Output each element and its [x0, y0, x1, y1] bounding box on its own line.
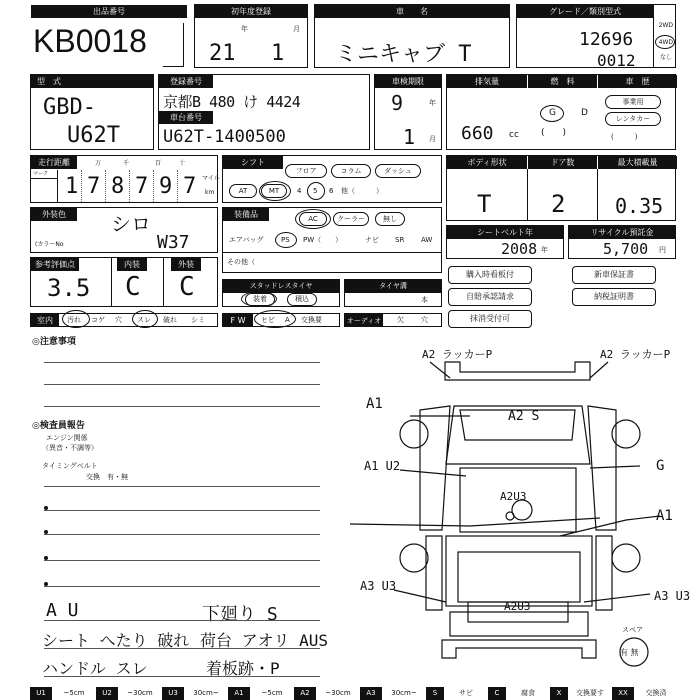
shift-6: 6 — [329, 187, 334, 195]
airbag-label: エアバッグ — [229, 236, 264, 244]
mileage-digit: 8 — [111, 174, 125, 199]
shift-column: コラム — [331, 164, 371, 178]
model-line2: U62T — [67, 123, 120, 148]
shift-other: 他（ ） — [341, 187, 383, 195]
room-stain: シミ — [191, 316, 205, 324]
legend-key: C — [488, 687, 506, 700]
audio-missing: 欠 — [397, 316, 404, 324]
timing-label: タイミングベルト — [42, 462, 98, 470]
recycle-value: 5,700 — [603, 240, 649, 258]
audio-label: オーディオ — [345, 314, 383, 326]
grade-box — [516, 4, 676, 68]
equip-sr: SR — [395, 236, 405, 244]
plate-value: 京都B 480 け 4424 — [163, 93, 301, 111]
car-name-value: ミニキャブ T — [335, 42, 472, 67]
displacement-label: 排気量 — [447, 75, 527, 88]
unit-hyaku: 百 — [155, 160, 162, 167]
legend-key: S — [426, 687, 444, 700]
history-rental: レンタカー — [605, 112, 661, 126]
recycle-label: リサイクル預託金 — [569, 226, 675, 239]
tread-box — [344, 279, 442, 307]
mileage-digit: 1 — [65, 174, 79, 199]
legend-key: U1 — [30, 687, 52, 700]
grade-value: 12696 — [579, 29, 634, 50]
room-dirt: 汚れ — [67, 316, 81, 324]
fuel-g: G — [549, 108, 556, 118]
hand-note: 着板跡・P — [206, 659, 280, 678]
history-business: 事業用 — [605, 95, 661, 109]
reg-month-value: 1 — [271, 41, 285, 66]
doc-tax[interactable]: 納税証明書 — [572, 288, 656, 306]
grade-label: グレード／類別型式 — [517, 5, 653, 18]
legend-value: 30cm~ — [193, 689, 219, 697]
class-value: 0012 — [597, 51, 636, 70]
exterior-value: C — [179, 272, 195, 302]
room-tear: 破れ — [163, 316, 177, 324]
displacement-value: 660 — [461, 123, 494, 144]
month-unit: 月 — [293, 25, 300, 33]
chassis-value: U62T-1400500 — [163, 127, 286, 147]
body-label: ボディ形状 — [447, 156, 527, 169]
evaluation-box — [30, 257, 218, 307]
mileage-box — [30, 155, 218, 203]
equipment-label: 装備品 — [223, 208, 269, 221]
equip-ac: AC — [299, 212, 327, 226]
diagram-mark: A2 ラッカーP — [600, 348, 671, 361]
color-no-value: W37 — [157, 232, 190, 253]
plate-label: 登録番号 — [159, 75, 213, 88]
history-blank: ( ) — [611, 133, 638, 141]
audio-hole: 穴 — [421, 316, 428, 324]
diagram-mark: A1 — [656, 508, 673, 524]
body-value: T — [477, 190, 492, 218]
room-hole: 穴 — [115, 316, 122, 324]
legend-value: ~5cm — [63, 689, 85, 697]
diagram-mark: A2 ラッカーP — [422, 348, 493, 361]
tread-label: タイヤ溝 — [345, 280, 441, 293]
history-label: 車 歴 — [597, 75, 677, 88]
recycle-unit: 円 — [659, 246, 666, 254]
documents-box — [446, 262, 676, 330]
caution-title: ◎注意事項 — [32, 337, 76, 347]
legend-value: 30cm~ — [391, 689, 417, 697]
shift-5: 5 — [313, 187, 318, 195]
inspection-month: 1 — [403, 125, 416, 149]
displacement-box — [446, 74, 676, 150]
lot-number-label: 出品番号 — [31, 5, 187, 18]
legend-value: 交換要す — [576, 689, 604, 697]
mileage-unit-km: km — [205, 189, 215, 196]
mileage-digit: 7 — [183, 174, 197, 199]
drive-4wd: 4WD — [658, 39, 673, 46]
lot-number-value: KB0018 — [33, 23, 147, 59]
seatbelt-box — [446, 225, 564, 259]
shift-at: AT — [229, 184, 257, 198]
inspection-box — [374, 74, 442, 150]
mileage-label: 走行距離 — [31, 156, 77, 169]
fw-replace: 交換要 — [301, 316, 322, 324]
diagram-mark: G — [656, 458, 665, 474]
hand-note: 荷台 アオリ AUS — [200, 631, 329, 650]
hand-note: A U — [46, 600, 79, 621]
interior-label: 内装 — [117, 258, 147, 271]
year-unit: 年 — [241, 25, 248, 33]
fw-label: F W — [223, 314, 253, 326]
legend-value: ~30cm — [127, 689, 153, 697]
diagram-mark: A3 U3 — [654, 589, 690, 603]
unit-sen: 千 — [123, 160, 130, 167]
inspection-label: 車検期限 — [375, 75, 441, 88]
diagram-mark: A1 — [366, 396, 383, 412]
color-no-label: (カラーNo — [35, 241, 64, 248]
tread-unit: 本 — [421, 296, 428, 304]
body-box — [446, 155, 676, 221]
fuel-d: D — [581, 108, 588, 118]
mileage-digit: 7 — [87, 174, 101, 199]
doc-warranty[interactable]: 新車保証書 — [572, 266, 656, 284]
studless-mounted: 装着 — [245, 293, 275, 306]
seatbelt-value: 2008 — [501, 240, 538, 258]
exterior-label: 外装 — [171, 258, 201, 271]
legend-key: U2 — [96, 687, 118, 700]
room-burn: コゲ — [91, 316, 105, 324]
seatbelt-unit: 年 — [541, 246, 548, 254]
diagram-mark: A3 U3 — [360, 579, 397, 593]
equip-cooler: クーラー — [333, 212, 369, 226]
drive-none: なし — [659, 54, 672, 61]
first-registration-label: 初年度登録 — [195, 5, 307, 18]
plate-box — [158, 74, 370, 150]
legend-key: X — [550, 687, 568, 700]
shift-dash: ダッシュ — [375, 164, 421, 178]
color-value: シロ — [111, 212, 151, 236]
lot-number-box — [30, 4, 188, 68]
inspection-year: 9 — [391, 91, 404, 115]
legend-key: U3 — [162, 687, 184, 700]
fuel-blank: ( ) — [541, 128, 567, 138]
model-box — [30, 74, 154, 150]
model-label: 型 式 — [31, 75, 153, 88]
load-label: 最大積載量 — [597, 156, 677, 169]
legend-key: A1 — [228, 687, 250, 700]
unit-juu: 十 — [179, 160, 186, 167]
shift-label: シフト — [223, 156, 283, 169]
equip-none: 無し — [375, 212, 405, 226]
legend-value: 腐食 — [521, 689, 535, 697]
doc-cancel[interactable]: 抹消受付可 — [448, 310, 532, 328]
vehicle-damage-diagram — [350, 340, 690, 685]
studless-label: スタッドレスタイヤ — [223, 280, 339, 293]
legend-value: 交換済 — [645, 689, 667, 697]
car-name-label: 車 名 — [315, 5, 509, 18]
mileage-digit: 7 — [135, 174, 149, 199]
eval-label: 参考評価点 — [31, 258, 79, 271]
diagram-mark: A2 S — [508, 409, 540, 424]
legend-key: XX — [612, 687, 634, 700]
color-box — [30, 207, 218, 253]
shift-4: 4 — [297, 187, 302, 195]
seatbelt-label: シートベルト年 — [447, 226, 563, 239]
legend-key: A2 — [294, 687, 316, 700]
color-label: 外装色 — [31, 208, 77, 221]
equip-pw: PW（ ） — [303, 236, 343, 244]
fw-crack: ヒビ — [261, 316, 275, 324]
equipment-box — [222, 207, 442, 273]
drive-2wd: 2WD — [658, 22, 673, 29]
recycle-box — [568, 225, 676, 259]
unit-man: 万 — [95, 160, 102, 167]
shift-box — [222, 155, 442, 203]
equip-aw: AW — [421, 236, 433, 244]
fuel-label: 燃 料 — [527, 75, 597, 88]
studless-loaded: 積込 — [287, 293, 317, 306]
door-label: ドア数 — [527, 156, 597, 169]
hand-note: シート へたり 破れ — [42, 631, 190, 650]
timing-sub: 交換 有・無 — [86, 473, 128, 481]
displacement-unit: cc — [509, 130, 519, 140]
doc-signboard[interactable]: 購入時看板付 — [448, 266, 532, 284]
eval-value: 3.5 — [47, 274, 91, 302]
fw-a: A — [285, 316, 290, 324]
doc-insurance[interactable]: 自賠承認請求 — [448, 288, 532, 306]
inspection-year-unit: 年 — [429, 99, 436, 107]
legend-key: A3 — [360, 687, 382, 700]
diagram-mark: スペア — [622, 626, 643, 634]
diagram-mark: 有 無 — [620, 648, 639, 657]
shift-floor: フロア — [285, 164, 327, 178]
engine-label: エンジン関係 — [46, 434, 88, 442]
legend-value: ~30cm — [325, 689, 351, 697]
mileage-unit-mile: マイル — [202, 175, 220, 182]
hand-note: 下廻り S — [202, 604, 278, 625]
studless-box — [222, 279, 340, 307]
car-name-box — [314, 4, 510, 68]
inspector-title: ◎検査員報告 — [32, 421, 85, 431]
room-label: 室内 — [31, 314, 59, 326]
shift-mt: MT — [261, 184, 287, 198]
mileage-mark: マーク — [33, 171, 49, 177]
diagram-mark: A2U3 — [504, 600, 531, 613]
room-bar — [30, 313, 218, 327]
load-value: 0.35 — [615, 194, 664, 218]
legend-value: サビ — [459, 689, 473, 697]
interior-value: C — [125, 272, 141, 302]
equip-other: その他（ — [227, 258, 255, 266]
diagram-mark: A2U3 — [500, 490, 527, 503]
chassis-label: 車台番号 — [159, 111, 213, 124]
reg-year-value: 21 — [209, 41, 236, 66]
first-registration-box — [194, 4, 308, 68]
equip-navi: ナビ — [365, 236, 379, 244]
engine-sub: （異音・不調等） — [42, 444, 98, 452]
mileage-digit: 9 — [159, 174, 173, 199]
room-scuff: スレ — [137, 316, 151, 324]
inspection-month-unit: 月 — [429, 135, 436, 143]
legend-value: ~5cm — [261, 689, 283, 697]
hand-note: ハンドル スレ — [42, 659, 148, 678]
diagram-mark: A1 U2 — [364, 459, 401, 473]
model-line1: GBD- — [43, 95, 96, 120]
equip-ps: PS — [281, 236, 290, 244]
audio-bar — [344, 313, 442, 327]
door-value: 2 — [551, 190, 566, 218]
